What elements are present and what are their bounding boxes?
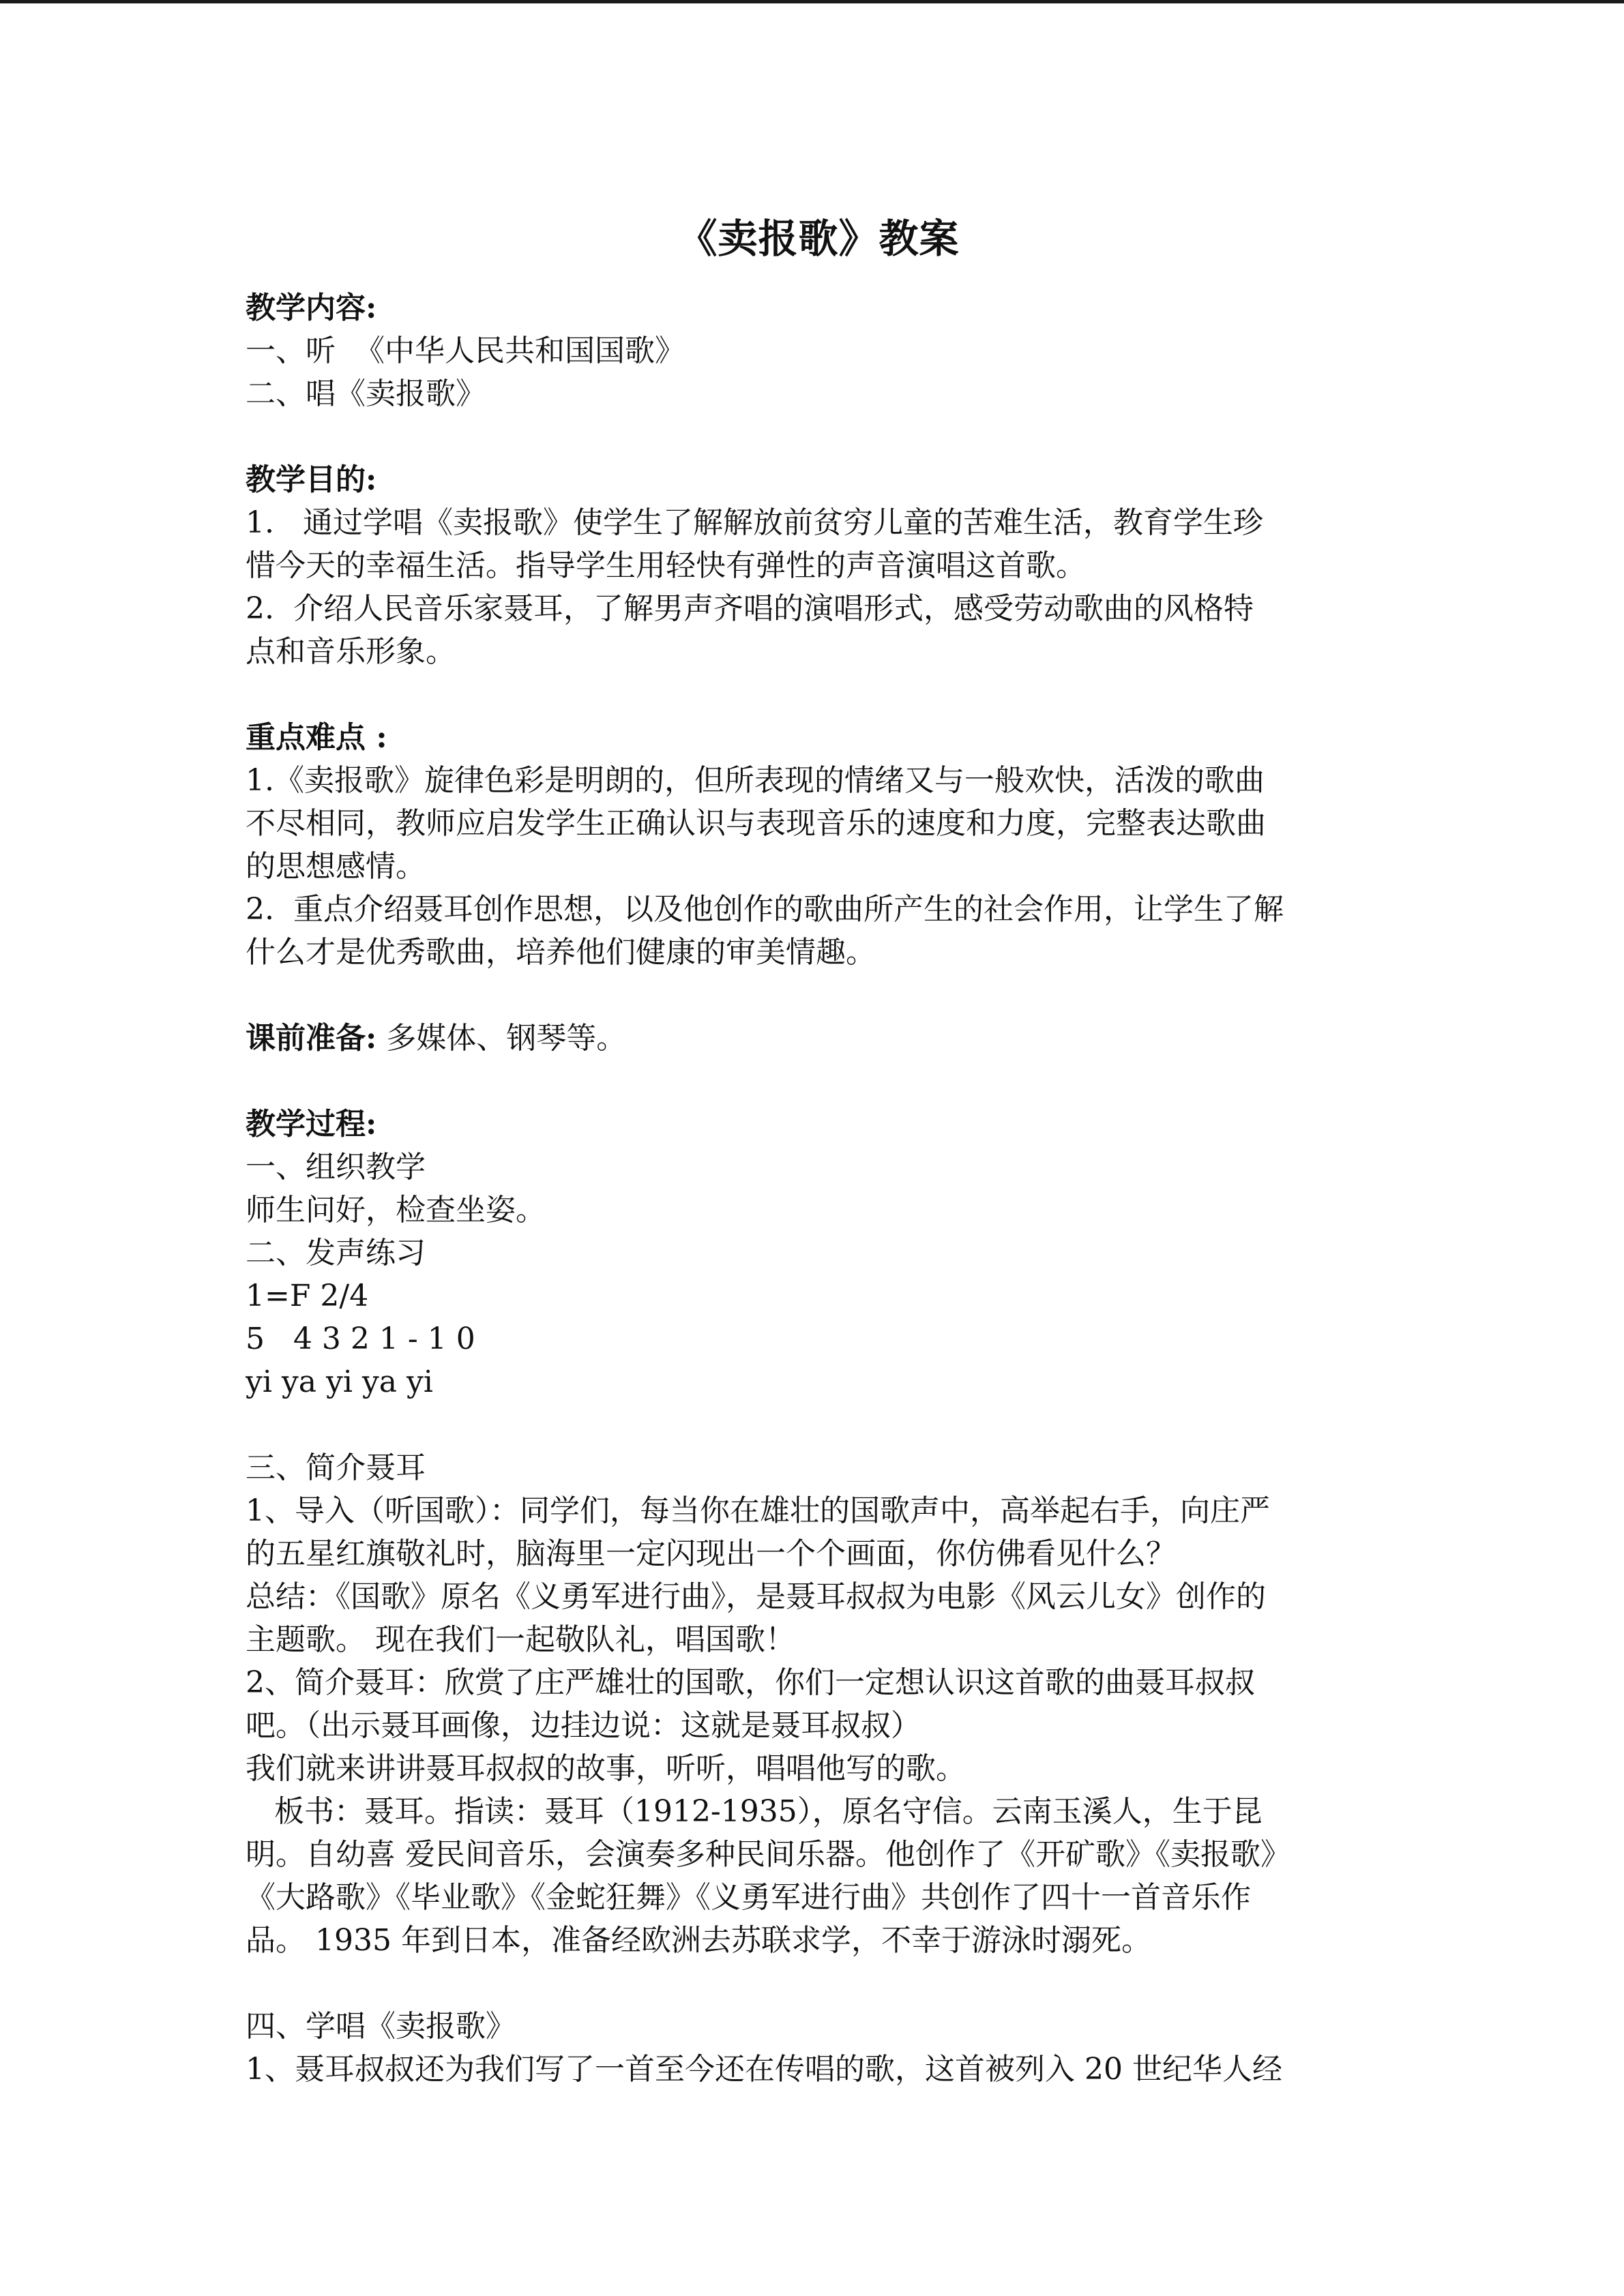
content-lines [246, 329, 1391, 415]
process-line: 板书：聂耳。指读：聂耳（1912-1935），原名守信。云南玉溪人，生于昆 [246, 1794, 1263, 1829]
section-key-points [246, 716, 1391, 974]
process-line: 2、简介聂耳：欣赏了庄严雄壮的国歌，你们一定想认识这首歌的曲聂耳叔叔 [246, 1665, 1255, 1700]
spacer [246, 974, 1391, 1017]
process-line: 师生问好，检查坐姿。 [246, 1193, 546, 1227]
process-line: 明。自幼喜 爱民间音乐，会演奏多种民间乐器。他创作了《开矿歌》《卖报歌》 [246, 1837, 1290, 1872]
spacer [246, 415, 1391, 458]
process-line: 主题歌。 现在我们一起敬队礼，唱国歌！ [246, 1622, 795, 1657]
top-border-rule [0, 0, 1624, 3]
section-teaching-content [246, 286, 1391, 415]
section-heading-process: 教学过程: [246, 1107, 377, 1142]
section-heading-key-points: 重点难点 : [246, 720, 387, 755]
process-line: 5 4 3 2 1 - 1 0 [246, 1322, 475, 1356]
preparation-line [246, 1017, 1391, 1060]
process-lines-warmup [246, 1146, 1391, 1403]
process-line: 1=F 2/4 [246, 1279, 369, 1313]
process-line: yi ya yi ya yi [246, 1365, 433, 1399]
key-point-line: 1.《卖报歌》旋律色彩是明朗的，但所表现的情绪又与一般欢快，活泼的歌曲 [246, 763, 1265, 798]
process-line: 总结：《国歌》原名《义勇军进行曲》，是聂耳叔叔为电影《风云儿女》创作的 [246, 1579, 1266, 1614]
spacer [246, 1962, 1391, 2005]
spacer [246, 1060, 1391, 1103]
section-heading-objectives: 教学目的: [246, 462, 377, 497]
process-line: 1、导入（听国歌）：同学们，每当你在雄壮的国歌声中，高举起右手，向庄严 [246, 1493, 1270, 1528]
section-heading-preparation: 课前准备: [246, 1021, 377, 1056]
process-lines-learn-song [246, 2005, 1391, 2091]
content-line: 二、唱《卖报歌》 [246, 376, 486, 411]
process-line: 四、学唱《卖报歌》 [246, 2009, 516, 2044]
process-line: 《大路歌》《毕业歌》《金蛇狂舞》《义勇军进行曲》共创作了四十一首音乐作 [246, 1880, 1251, 1915]
section-teaching-objectives [246, 458, 1391, 673]
key-point-line: 什么才是优秀歌曲，培养他们健康的审美情趣。 [246, 935, 876, 970]
process-line: 1、聂耳叔叔还为我们写了一首至今还在传唱的歌，这首被列入 20 世纪华人经 [246, 2052, 1282, 2087]
page-title: 《卖报歌》教案 [677, 215, 960, 262]
process-line: 品。 1935 年到日本，准备经欧洲去苏联求学，不幸于游泳时溺死。 [246, 1923, 1151, 1958]
objective-line: 惜今天的幸福生活。指导学生用轻快有弹性的声音演唱这首歌。 [246, 548, 1086, 583]
objective-line: 2. 介绍人民音乐家聂耳，了解男声齐唱的演唱形式，感受劳动歌曲的风格特 [246, 591, 1254, 626]
section-preparation [246, 1017, 1391, 1060]
process-line: 一、组织教学 [246, 1150, 426, 1184]
section-heading-content: 教学内容: [246, 290, 377, 325]
content-line: 一、听 《中华人民共和国国歌》 [246, 333, 685, 368]
preparation-text: 多媒体、钢琴等。 [377, 1021, 627, 1056]
objective-line: 1. 通过学唱《卖报歌》使学生了解解放前贫穷儿童的苦难生活，教育学生珍 [246, 505, 1263, 540]
key-points-lines [246, 759, 1391, 974]
objectives-lines [246, 501, 1391, 673]
key-point-line: 的思想感情。 [246, 849, 426, 884]
process-line: 吧。（出示聂耳画像，边挂边说：这就是聂耳叔叔） [246, 1708, 921, 1743]
process-line: 的五星红旗敬礼时，脑海里一定闪现出一个个画面，你仿佛看见什么？ [246, 1536, 1176, 1571]
spacer [246, 1403, 1391, 1446]
process-lines-nie-er [246, 1446, 1391, 1962]
spacer [246, 673, 1391, 716]
process-line: 二、发声练习 [246, 1236, 426, 1270]
section-teaching-process [246, 1103, 1391, 2091]
process-line: 我们就来讲讲聂耳叔叔的故事，听听，唱唱他写的歌。 [246, 1751, 966, 1786]
process-line: 三、简介聂耳 [246, 1450, 426, 1485]
key-point-line: 2. 重点介绍聂耳创作思想，以及他创作的歌曲所产生的社会作用，让学生了解 [246, 892, 1284, 927]
key-point-line: 不尽相同，教师应启发学生正确认识与表现音乐的速度和力度，完整表达歌曲 [246, 806, 1266, 841]
document-page [246, 210, 1391, 2091]
objective-line: 点和音乐形象。 [246, 634, 456, 669]
